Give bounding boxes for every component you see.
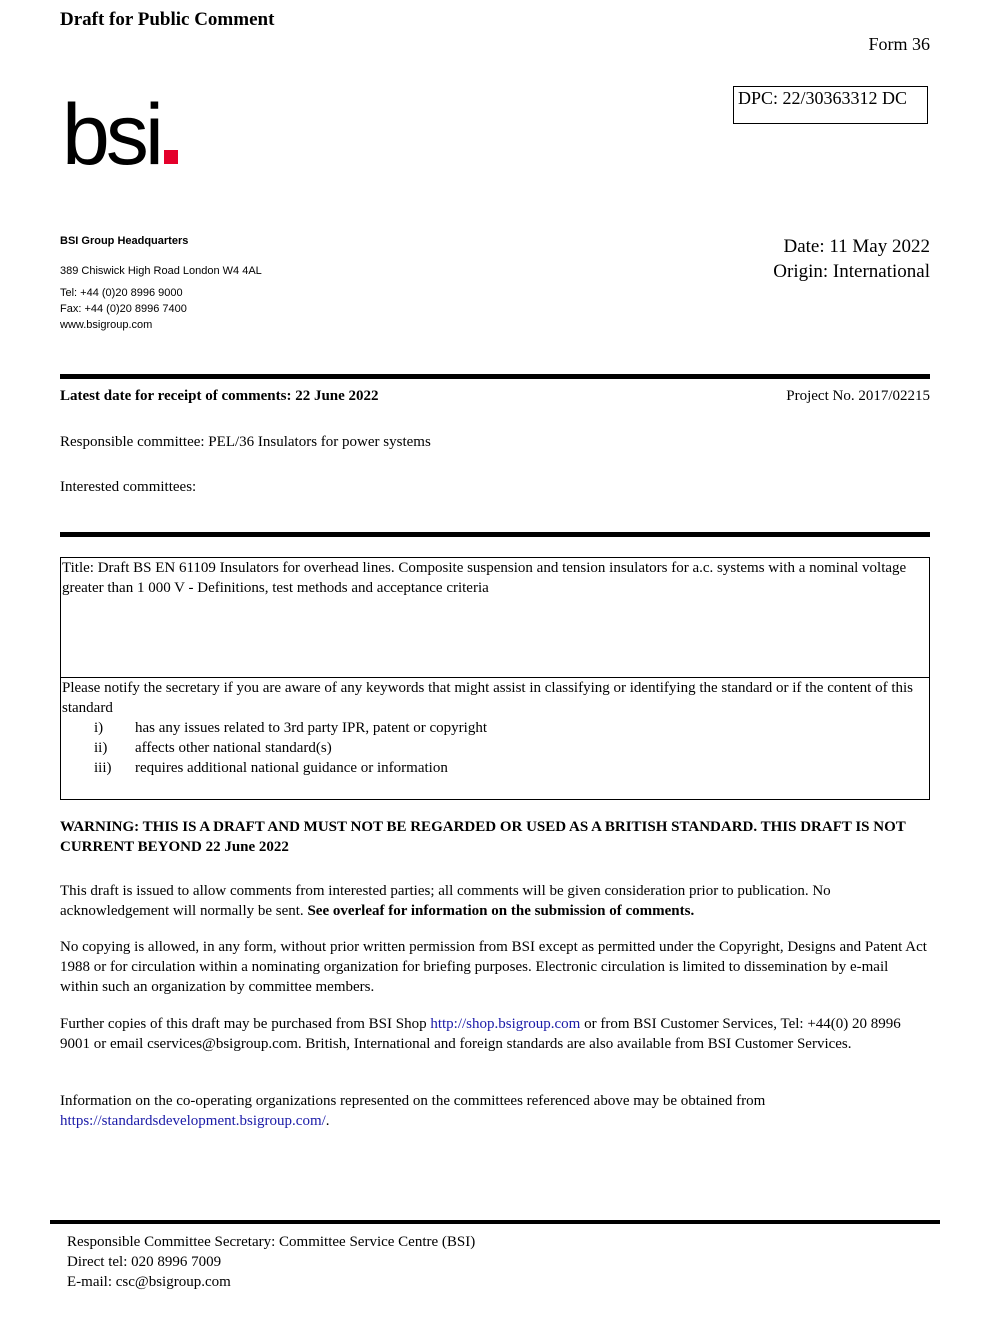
list-item-text: affects other national standard(s) — [135, 740, 332, 756]
shop-link[interactable]: http://shop.bsigroup.com — [430, 1016, 581, 1032]
list-item — [62, 718, 930, 738]
paragraph-info — [60, 1091, 930, 1131]
date-origin-block — [773, 234, 930, 284]
origin: Origin: International — [773, 261, 930, 282]
form-number: Form 36 — [868, 34, 930, 54]
hq-fax: Fax: +44 (0)20 8996 7400 — [60, 303, 187, 315]
list-item-number: ii) — [94, 740, 108, 756]
bsi-logo-dot — [164, 150, 178, 164]
paragraph-info-text-b: . — [325, 1113, 330, 1129]
top-divider — [60, 374, 930, 379]
paragraph-copies-text-b: or from BSI Customer Services, Tel: +44(0) 20 8996 9001 or email cservices@bsigroup.com. British, International and foreign standards are also available from BSI Customer Services. — [60, 1016, 901, 1052]
paragraph-issue — [60, 881, 930, 921]
list-item-text: requires additional national guidance or information — [135, 760, 448, 776]
standards-dev-link[interactable]: https://standardsdevelopment.bsigroup.com/ — [60, 1113, 326, 1129]
latest-comment-date: Latest date for receipt of comments: 22 June 2022 — [60, 388, 379, 404]
issue-date: Date: 11 May 2022 — [783, 236, 930, 257]
hq-tel: Tel: +44 (0)20 8996 9000 — [60, 287, 183, 299]
footer-direct-tel: Direct tel: 020 8996 7009 — [67, 1254, 222, 1270]
footer-divider — [50, 1220, 940, 1224]
paragraph-issue-bold: See overleaf for information on the submission of comments. — [307, 903, 695, 919]
footer-secretary: Responsible Committee Secretary: Committee Service Centre (BSI) — [67, 1234, 476, 1250]
interested-committees: Interested committees: — [60, 479, 197, 495]
middle-divider — [60, 532, 930, 537]
list-item-number: iii) — [94, 760, 112, 776]
paragraph-copies — [60, 1014, 930, 1054]
notify-text: Please notify the secretary if you are aware of any keywords that might assist in classifying or identifying the standard or if the content of this standard — [62, 680, 914, 716]
responsible-committee: Responsible committee: PEL/36 Insulators for power systems — [60, 434, 431, 450]
notify-section — [61, 678, 931, 778]
paragraph-copies-text-a: Further copies of this draft may be purchased from BSI Shop — [60, 1016, 431, 1032]
list-item — [62, 738, 930, 758]
paragraph-issue-text: This draft is issued to allow comments from interested parties; all comments will be given consideration prior to publication. No acknowledgement will normally be sent. — [60, 883, 831, 919]
paragraph-info-text-a: Information on the co-operating organizations represented on the committees referenced above may be obtained from — [60, 1093, 766, 1109]
list-item — [62, 758, 930, 778]
draft-label: Draft for Public Comment — [60, 9, 275, 30]
list-item-number: i) — [94, 720, 104, 736]
dpc-reference-box: DPC: 22/30363312 DC — [733, 86, 928, 124]
bsi-logo-text: bsi — [62, 87, 160, 183]
footer-email: E-mail: csc@bsigroup.com — [67, 1274, 231, 1290]
project-number: Project No. 2017/02215 — [786, 388, 930, 404]
bsi-logo — [62, 87, 178, 183]
hq-contact-block — [60, 233, 262, 333]
footer-contact — [67, 1232, 475, 1292]
list-item-text: has any issues related to 3rd party IPR, patent or copyright — [135, 720, 488, 736]
hq-address: 389 Chiswick High Road London W4 4AL — [60, 265, 262, 277]
hq-name: BSI Group Headquarters — [60, 235, 189, 247]
notify-list — [62, 718, 930, 778]
hq-web: www.bsigroup.com — [60, 319, 153, 331]
paragraph-copying: No copying is allowed, in any form, without prior written permission from BSI except as permitted under the Copyright, Designs and Patent Act 1988 or for circulation within a nominating organization for briefing purposes. Electronic circulation is limited to dissemination by e-mail within such an organization by committee members. — [60, 939, 927, 995]
draft-warning: WARNING: THIS IS A DRAFT AND MUST NOT BE REGARDED OR USED AS A BRITISH STANDARD. THIS DRAFT IS NOT CURRENT BEYOND 22 June 2022 — [60, 819, 906, 855]
title-box — [60, 557, 930, 800]
draft-title: Title: Draft BS EN 61109 Insulators for overhead lines. Composite suspension and tension insulators for a.c. systems with a nominal voltage greater than 1 000 V - Definitions, test methods and acceptance criteria — [61, 558, 929, 678]
